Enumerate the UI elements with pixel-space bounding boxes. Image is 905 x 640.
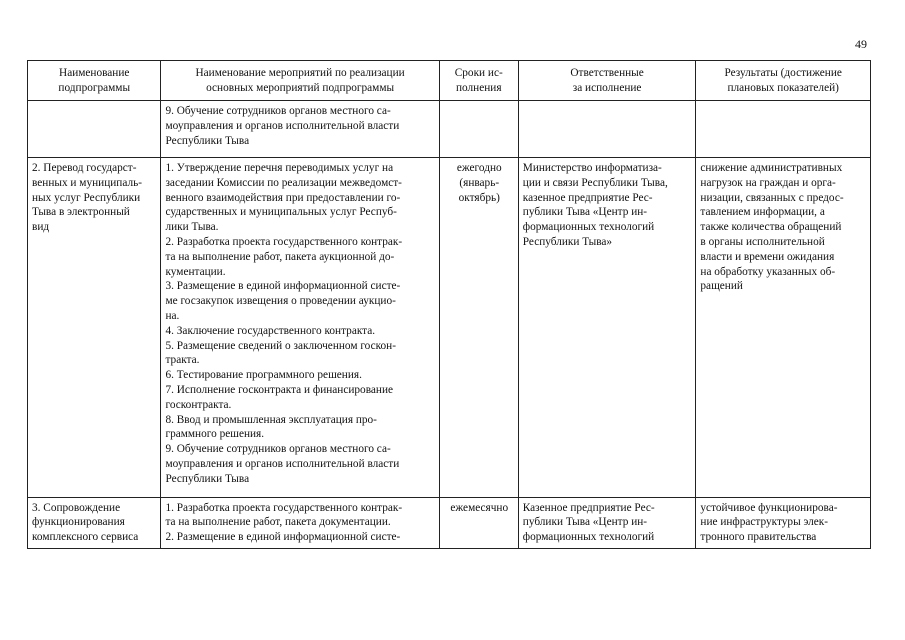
header-responsible: Ответственные за исполнение — [518, 61, 696, 101]
cell-subprogram — [28, 101, 161, 158]
cell-text-line: Министерство информатиза- — [522, 162, 662, 174]
cell-text-line: ежегодно — [456, 162, 502, 174]
cell-text-line: моуправления и органов исполнительной власти — [165, 119, 400, 132]
cell-text-line: ции и связи Республики Тыва, — [522, 176, 668, 189]
cell-text-line: ных услуг Республики — [32, 191, 141, 204]
cell-text-line: октябрь) — [458, 191, 500, 204]
cell-text-line: ежемесячно — [450, 501, 509, 514]
cell-text-line: формационных технологий — [522, 221, 655, 234]
cell-text-line: Республики Тыва — [165, 472, 250, 485]
cell-text-line: Республики Тыва — [165, 134, 250, 147]
table-row — [28, 158, 871, 498]
cell-text-line: ращений — [700, 280, 743, 293]
table-row — [28, 497, 871, 548]
cell-text-line: та на выполнение работ, пакета аукционной до- — [165, 250, 395, 263]
cell-text-line: формационных технологий — [522, 531, 655, 544]
cell-text-line: ме госзакупок извещения о проведении аукцио- — [165, 295, 396, 308]
cell-text-line: кументации. — [165, 265, 226, 278]
cell-text-line: госконтракта. — [165, 398, 232, 411]
cell-text-line: 4. Заключение государственного контракта. — [165, 324, 376, 337]
cell-text-line: 1. Разработка проекта государственного контрак- — [165, 501, 403, 514]
cell-text-line: функционирования — [32, 516, 125, 529]
cell-text-line: казенное предприятие Рес- — [522, 191, 653, 204]
cell-text-line: (январь- — [459, 176, 500, 189]
cell-text-line: тавлением информации, а — [700, 206, 825, 219]
cell-text-line: граммного решения. — [165, 428, 265, 441]
cell-text-line: вид — [32, 221, 50, 234]
cell-text-line: тракта. — [165, 354, 200, 367]
cell-text-line: 3. Размещение в единой информационной систе- — [165, 280, 401, 293]
cell-text-line: 5. Размещение сведений о заключенном госкон- — [165, 339, 396, 352]
plan-table — [27, 60, 871, 549]
cell-text-line: публики Тыва «Центр ин- — [522, 206, 648, 219]
cell-text-line: 1. Утверждение перечня переводимых услуг на — [165, 162, 394, 174]
cell-results — [696, 101, 871, 158]
cell-text-line: сударственных и муниципальных услуг Респуб- — [165, 206, 397, 219]
header-subprogram: Наименование подпрограммы — [28, 61, 161, 101]
cell-text-line: 8. Ввод и промышленная эксплуатация про- — [165, 413, 377, 426]
header-actions: Наименование мероприятий по реализации основных мероприятий подпрограммы — [161, 61, 439, 101]
cell-text-line: лики Тыва. — [165, 221, 219, 234]
cell-text-line: Тыва в электронный — [32, 206, 130, 219]
cell-text-line: тронного правительства — [700, 531, 817, 544]
cell-text-line: венных и муниципаль- — [32, 176, 142, 189]
header-terms: Сроки ис- полнения — [439, 61, 518, 101]
cell-text-line: устойчивое функционирова- — [700, 501, 838, 514]
cell-text-line: также количества обращений — [700, 221, 842, 234]
cell-text-line: 2. Размещение в единой информационной систе- — [165, 531, 401, 544]
cell-subprogram — [28, 158, 161, 498]
cell-text-line: заседании Комиссии по реализации межведомст- — [165, 176, 402, 189]
cell-text-line: на обработку указанных об- — [700, 265, 836, 278]
cell-text-line: 7. Исполнение госконтракта и финансирование — [165, 383, 394, 396]
cell-text-line: венного взаимодействия при предоставлении го- — [165, 191, 401, 204]
cell-text-line: нагрузок на граждан и орга- — [700, 176, 836, 189]
cell-responsible — [518, 158, 696, 498]
cell-text-line: на. — [165, 309, 180, 322]
cell-terms — [439, 497, 518, 548]
page-number: 49 — [855, 37, 867, 51]
cell-text-line: власти и времени ожидания — [700, 250, 835, 263]
cell-text-line: публики Тыва «Центр ин- — [522, 516, 648, 529]
cell-text-line: комплексного сервиса — [32, 531, 139, 544]
cell-results — [696, 497, 871, 548]
cell-text-line: Республики Тыва» — [522, 235, 613, 248]
cell-actions — [161, 158, 439, 498]
cell-text-line: ние инфраструктуры элек- — [700, 516, 829, 529]
cell-actions — [161, 497, 439, 548]
cell-subprogram — [28, 497, 161, 548]
header-results: Результаты (достижение плановых показателей) — [696, 61, 871, 101]
table-header-row — [28, 61, 871, 101]
cell-text-line: 2. Разработка проекта государственного контрак- — [165, 235, 403, 248]
cell-text-line: моуправления и органов исполнительной власти — [165, 457, 400, 470]
cell-text-line: 2. Перевод государст- — [32, 162, 137, 174]
cell-text-line: та на выполнение работ, пакета документации. — [165, 516, 391, 529]
table-row — [28, 101, 871, 158]
cell-terms — [439, 101, 518, 158]
cell-text-line: в органы исполнительной — [700, 235, 825, 248]
cell-responsible — [518, 101, 696, 158]
cell-responsible — [518, 497, 696, 548]
cell-results — [696, 158, 871, 498]
cell-actions — [161, 101, 439, 158]
cell-text-line: Казенное предприятие Рес- — [522, 501, 655, 514]
cell-text-line: снижение административных — [700, 162, 843, 174]
cell-text-line: 3. Сопровождение — [32, 501, 121, 514]
cell-text-line: низации, связанных с предос- — [700, 191, 844, 204]
cell-text-line: 9. Обучение сотрудников органов местного са- — [165, 105, 391, 117]
cell-terms — [439, 158, 518, 498]
cell-text-line: 6. Тестирование программного решения. — [165, 369, 362, 382]
cell-text-line: 9. Обучение сотрудников органов местного са- — [165, 443, 391, 456]
